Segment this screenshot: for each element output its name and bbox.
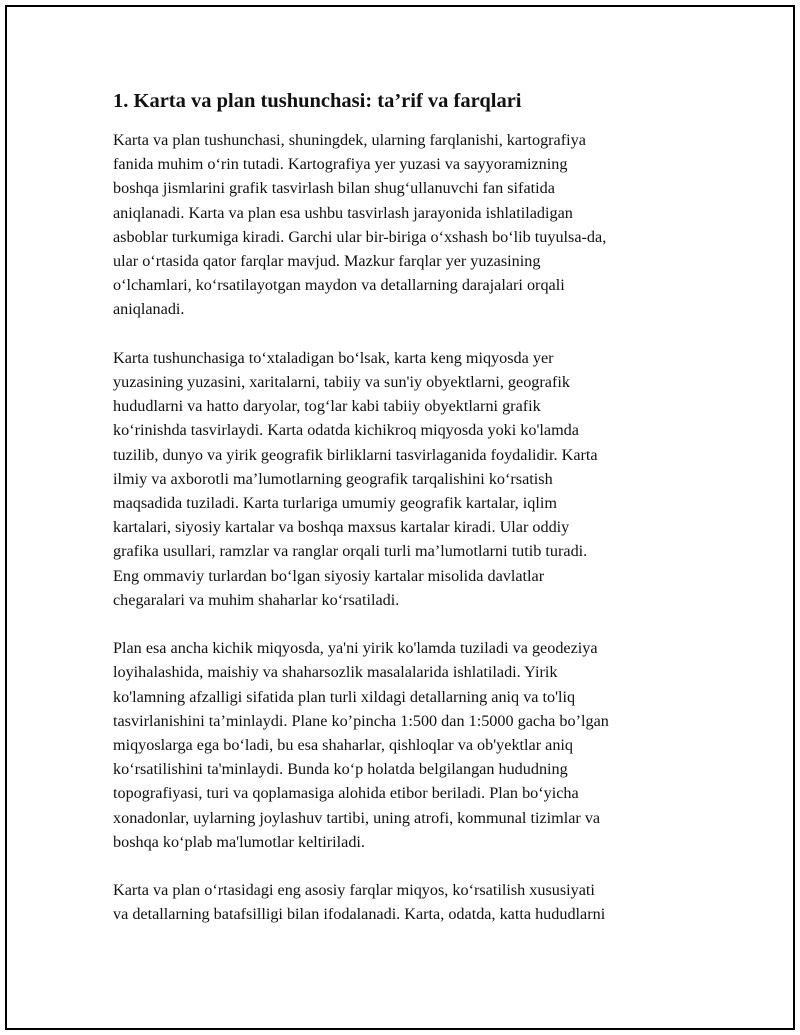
text-line: ilmiy va axborotli ma’lumotlarning geografik tarqalishini ko‘rsatish xyxy=(113,469,553,488)
text-line: va detallarning batafsilligi bilan ifodalanadi. Karta, odatda, katta hududlarni xyxy=(113,905,606,924)
text-line: Plan esa ancha kichik miqyosda, ya'ni yirik ko'lamda tuziladi va geodeziya xyxy=(113,639,598,658)
text-line: yuzasining yuzasini, xaritalarni, tabiiy va sun'iy obyektlarni, geografik xyxy=(113,373,570,392)
text-line: loyihalashida, maishiy va shaharsozlik masalalarida ishlatiladi. Yirik xyxy=(113,663,558,682)
text-line: fanida muhim o‘rin tutadi. Kartografiya yer yuzasi va sayyoramizning xyxy=(113,155,568,174)
text-line: Eng ommaviy turlardan bo‘lgan siyosiy kartalar misolida davlatlar xyxy=(113,566,545,585)
text-line: grafika usullari, ramzlar va ranglar orqali turli ma’lumotlarni tutib turadi. xyxy=(113,542,588,561)
text-line: miqyoslarga ega bo‘ladi, bu esa shaharlar, qishloqlar va ob'yektlar aniq xyxy=(113,736,574,755)
text-line: maqsadida tuziladi. Karta turlariga umumiy geografik kartalar, iqlim xyxy=(113,494,557,513)
text-line: aniqlanadi. xyxy=(113,300,185,319)
text-line: asboblar turkumiga kiradi. Garchi ular bir-biriga o‘xshash bo‘lib tuyulsa-da, xyxy=(113,227,607,246)
paragraph-2 xyxy=(113,346,693,612)
paragraph-1 xyxy=(113,128,693,322)
text-line: boshqa ko‘plab ma'lumotlar keltiriladi. xyxy=(113,832,365,851)
text-line: boshqa jismlarini grafik tasvirlash bilan shug‘ullanuvchi fan sifatida xyxy=(113,179,555,198)
text-line: o‘lchamlari, ko‘rsatilayotgan maydon va detallarning darajalari orqali xyxy=(113,276,565,295)
text-line: aniqlanadi. Karta va plan esa ushbu tasvirlash jarayonida ishlatiladigan xyxy=(113,203,573,222)
text-line: ko‘rsatilishini ta'minlaydi. Bunda ko‘p holatda belgilangan hududning xyxy=(113,760,568,779)
text-line: Karta va plan tushunchasi, shuningdek, ularning farqlanishi, kartografiya xyxy=(113,131,586,149)
text-line: kartalari, siyosiy kartalar va boshqa maxsus kartalar kiradi. Ular oddiy xyxy=(113,518,570,537)
text-line: tasvirlanishini ta’minlaydi. Plane ko’pincha 1:500 dan 1:5000 gacha bo’lgan xyxy=(113,711,609,730)
text-line: ular o‘rtasida qator farqlar mavjud. Mazkur farqlar yer yuzasining xyxy=(113,252,541,271)
text-line: tuzilib, dunyo va yirik geografik birliklarni tasvirlaganida foydalidir. Karta xyxy=(113,445,598,464)
paragraph-4 xyxy=(113,878,693,926)
document-body xyxy=(113,88,693,951)
text-line: xonadonlar, uylarning joylashuv tartibi, uning atrofi, kommunal tizimlar va xyxy=(113,808,601,827)
text-line: Karta va plan o‘rtasidagi eng asosiy farqlar miqyos, ko‘rsatilish xususiyati xyxy=(113,881,595,900)
text-line: chegaralari va muhim shaharlar ko‘rsatiladi. xyxy=(113,590,400,609)
text-line: hududlarni va hatto daryolar, tog‘lar kabi tabiiy obyektlarni grafik xyxy=(113,397,541,416)
text-line: Karta tushunchasiga to‘xtaladigan bo‘lsak, karta keng miqyosda yer xyxy=(113,348,554,367)
text-line: topografiyasi, turi va qoplamasiga alohida etibor beriladi. Plan bo‘yicha xyxy=(113,784,579,803)
text-line: ko‘rinishda tasvirlaydi. Karta odatda kichikroq miqyosda yoki ko'lamda xyxy=(113,421,579,440)
paragraph-3 xyxy=(113,636,693,854)
section-heading: 1. Karta va plan tushunchasi: ta’rif va farqlari xyxy=(113,90,522,112)
text-line: ko'lamning afzalligi sifatida plan turli xildagi detallarning aniq va to'liq xyxy=(113,687,576,706)
